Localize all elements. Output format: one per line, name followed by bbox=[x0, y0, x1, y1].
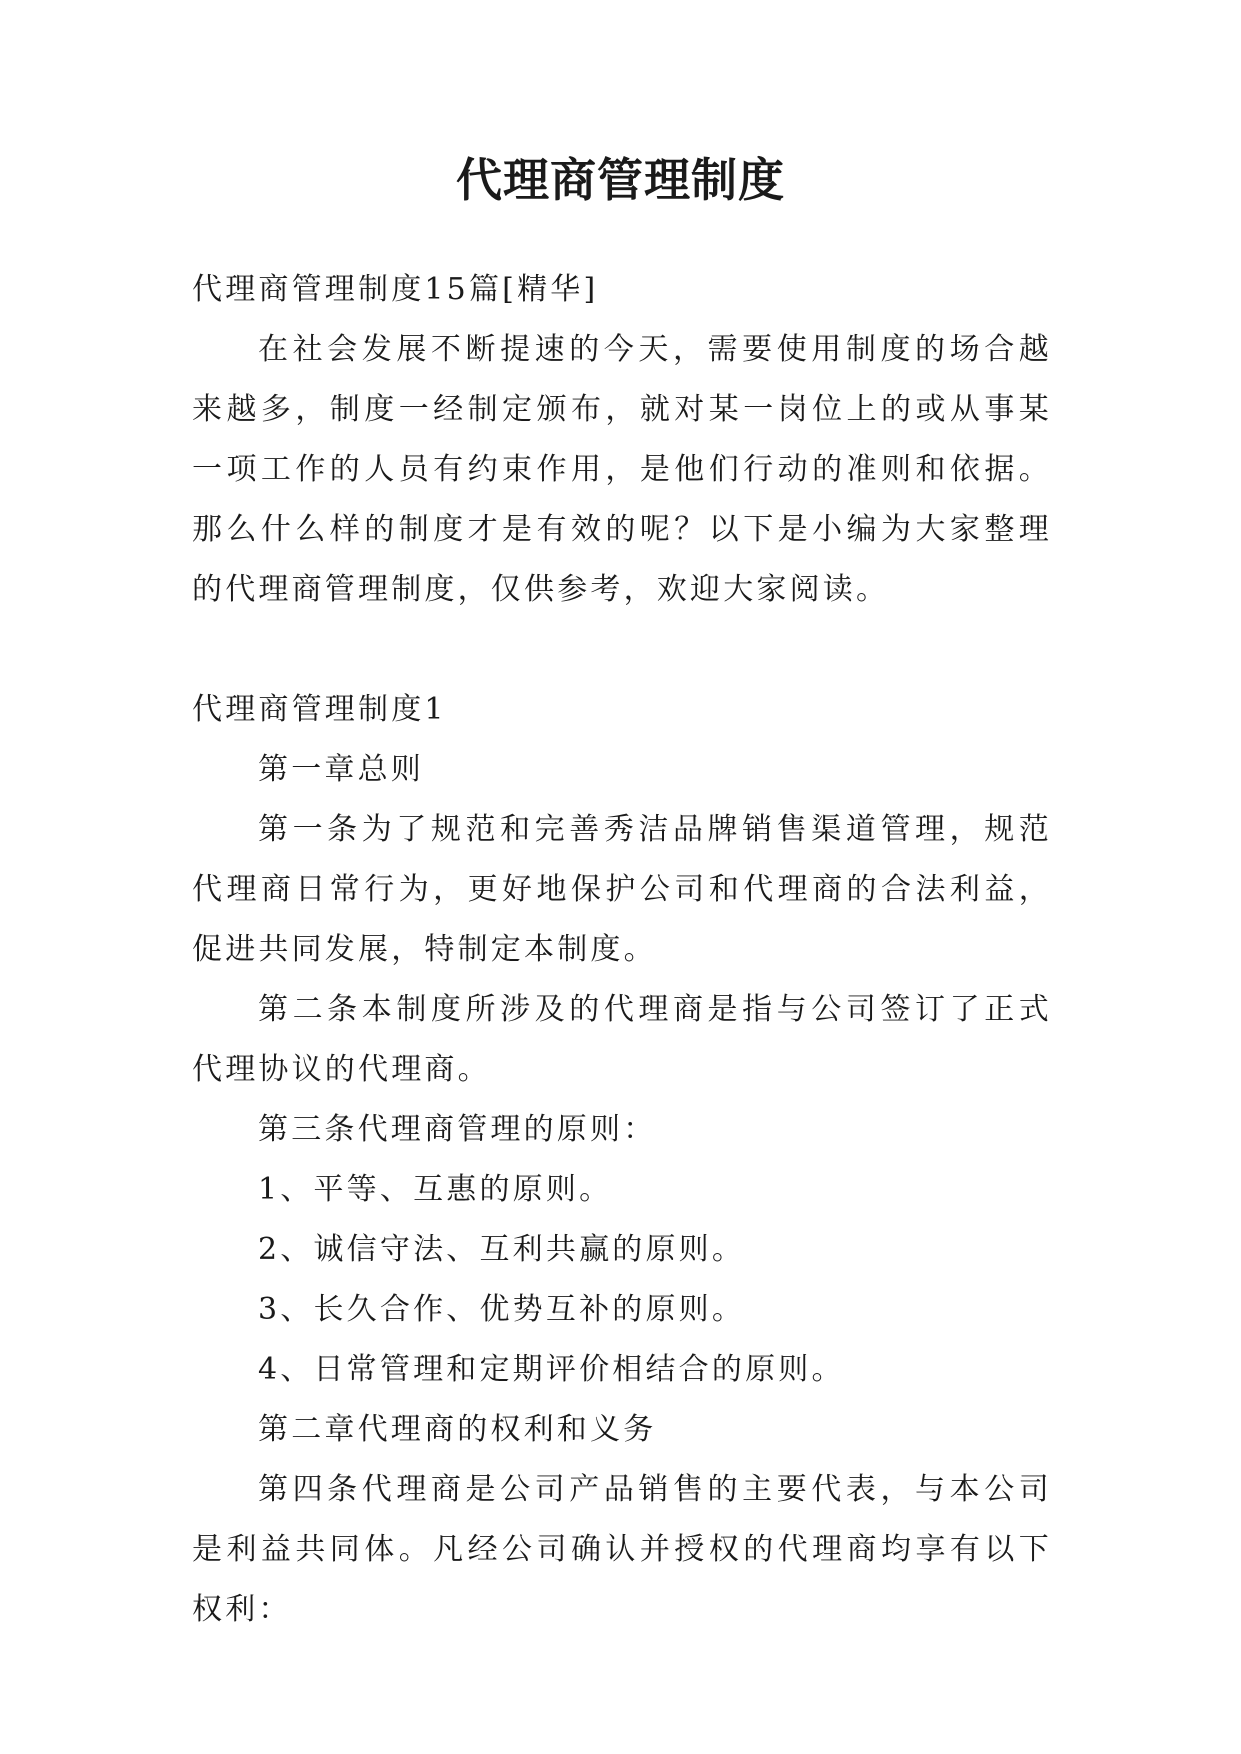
document-body bbox=[192, 260, 1052, 1640]
chapter-heading: 第一章总则 bbox=[258, 752, 424, 787]
chapter-heading: 第二章代理商的权利和义务 bbox=[258, 1412, 657, 1447]
principle-item: 4、日常管理和定期评价相结合的原则。 bbox=[258, 1352, 845, 1387]
article-paragraph: 第四条代理商是公司产品销售的主要代表，与本公司是利益共同体。凡经公司确认并授权的代理商均享有以下权利： bbox=[192, 1472, 1052, 1627]
article-paragraph: 第一条为了规范和完善秀洁品牌销售渠道管理，规范代理商日常行为，更好地保护公司和代理商的合法利益，促进共同发展，特制定本制度。 bbox=[192, 812, 1052, 967]
principle-item: 2、诚信守法、互利共赢的原则。 bbox=[258, 1232, 746, 1267]
principle-item: 3、长久合作、优势互补的原则。 bbox=[258, 1292, 746, 1327]
document-subtitle: 代理商管理制度15篇[精华] bbox=[192, 272, 599, 307]
intro-paragraph: 在社会发展不断提速的今天，需要使用制度的场合越来越多，制度一经制定颁布，就对某一岗位上的或从事某一项工作的人员有约束作用，是他们行动的准则和依据。那么什么样的制度才是有效的呢？以下是小编为大家整理的代理商管理制度，仅供参考，欢迎大家阅读。 bbox=[192, 332, 1052, 607]
article-paragraph: 第二条本制度所涉及的代理商是指与公司签订了正式代理协议的代理商。 bbox=[192, 992, 1052, 1087]
document-title: 代理商管理制度 bbox=[456, 153, 785, 207]
section-heading: 代理商管理制度1 bbox=[192, 692, 447, 727]
article-paragraph: 第三条代理商管理的原则： bbox=[258, 1112, 657, 1147]
principle-item: 1、平等、互惠的原则。 bbox=[258, 1172, 613, 1207]
